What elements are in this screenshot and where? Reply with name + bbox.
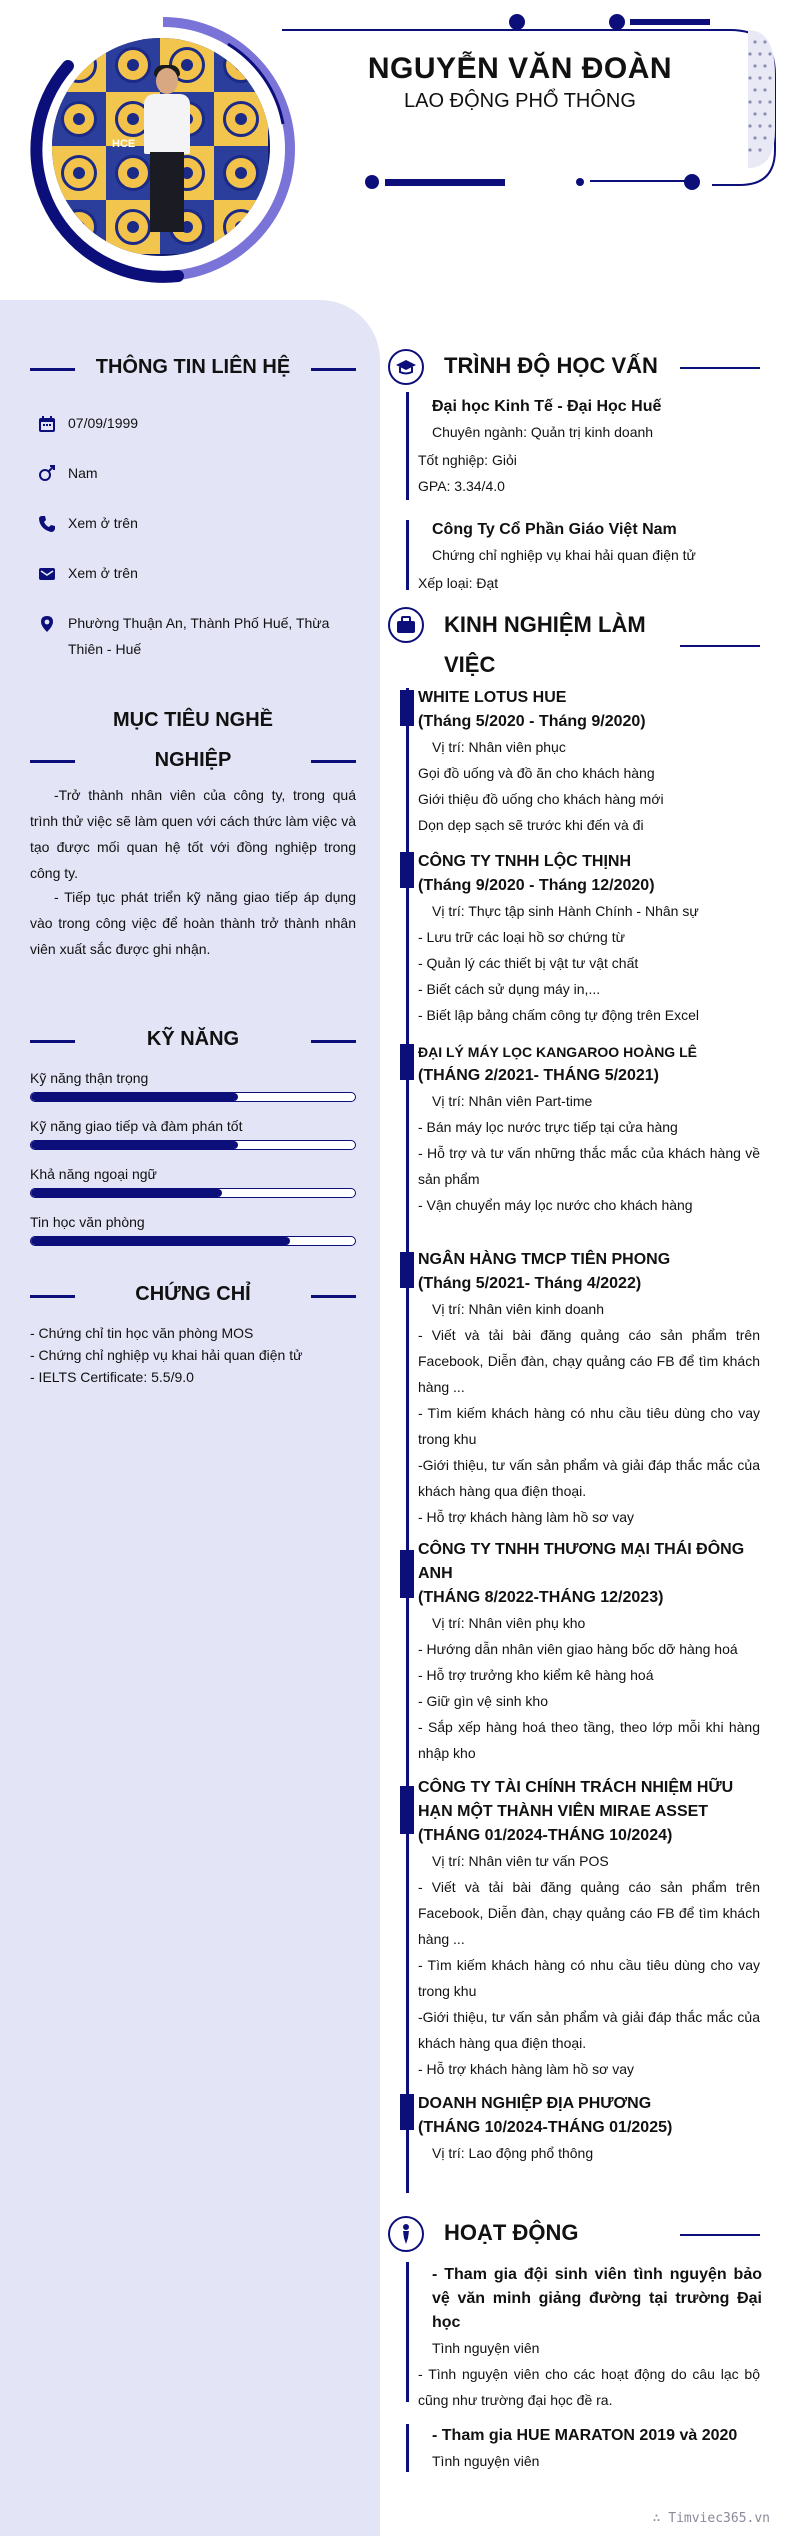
skills-section-title: KỸ NĂNG (30, 1028, 356, 1051)
resume-header (0, 0, 800, 300)
email-icon (38, 565, 56, 583)
contact-email: Xem ở trên (38, 560, 358, 586)
experience-item: CÔNG TY TÀI CHÍNH TRÁCH NHIỆM HỮU HẠN MỘT THÀNH VIÊN MIRAE ASSET (THÁNG 01/2024-THÁNG 10/2024) Vị trí: Nhân viên tư vấn POS - Viết và tải bài đăng quảng cáo sản phẩm trên Facebook, Diễn đàn, chạy quảng cáo FB để tìm khách hàng ... - Tìm kiếm khách hàng có nhu cầu tiêu dùng cho vay trong khu -Giới thiệu, tư vấn sản phẩm và giải đáp thắc mắc của khách hàng qua điện thoại. - Hỗ trợ khách hàng làm hồ sơ vay (418, 1779, 760, 2077)
graduation-cap-icon (390, 351, 422, 383)
activities-title: HOẠT ĐỘNG (444, 2220, 579, 2245)
activities-section-header (388, 2214, 768, 2254)
certificate-item: - IELTS Certificate: 5.5/9.0 (30, 1369, 194, 1385)
avatar (28, 14, 298, 284)
skill-item: Tin học văn phòng (30, 1214, 356, 1246)
watermark: ∴ Timviec365.vn (652, 2511, 770, 2526)
skill-bar (30, 1140, 356, 1150)
timeline-line (406, 392, 409, 500)
objective-paragraph-1: -Trở thành nhân viên của công ty, trong quá trình thử việc sẽ làm quen với cách thức làm việc và tạo được mối quan hệ tốt với đồng nghiệp trong công ty. (30, 787, 356, 881)
education-extra: Tốt nghiệp: Giỏi GPA: 3.34/4.0 (418, 452, 517, 494)
skill-item: Kỹ năng giao tiếp và đàm phán tốt (30, 1118, 356, 1150)
phone-icon (38, 515, 56, 533)
person-figure (144, 68, 190, 233)
job-title: LAO ĐỘNG PHỔ THÔNG (404, 90, 636, 112)
activity-item: - Tham gia HUE MARATON 2019 và 2020 Tình nguyện viên (432, 2427, 738, 2469)
person-icon (390, 2218, 422, 2250)
certificate-item: - Chứng chỉ tin học văn phòng MOS (30, 1325, 254, 1341)
objective-section-title: MỤC TIÊU NGHỀ NGHIỆP (30, 700, 356, 780)
contact-section-title: THÔNG TIN LIÊN HỆ (30, 356, 356, 379)
certificate-list (30, 1322, 356, 1388)
skill-bar (30, 1236, 356, 1246)
briefcase-icon (390, 609, 422, 641)
gender-icon (38, 465, 56, 483)
education-section-header (388, 347, 768, 387)
timeline-marker (400, 1786, 414, 1834)
certificate-item: - Chứng chỉ nghiệp vụ khai hải quan điện tử (30, 1347, 303, 1363)
contact-address: Phường Thuận An, Thành Phố Huế, Thừa Thiên - Huế (38, 610, 358, 662)
photo-badge-text: HCE (112, 138, 136, 150)
timeline-line (406, 688, 409, 2193)
calendar-icon (38, 415, 56, 433)
experience-section-header (388, 605, 768, 675)
contact-birthdate: 07/09/1999 (38, 410, 358, 436)
skill-bar (30, 1188, 356, 1198)
experience-item: CÔNG TY TNHH LỘC THỊNH (Tháng 9/2020 - Tháng 12/2020) Vị trí: Thực tập sinh Hành Chính - Nhân sự - Lưu trữ các loại hồ sơ chứng từ - Quản lý các thiết bị vật tư vật chất - Biết cách sử dụng máy in,... - Biết lập bảng chấm công tự động trên Excel (418, 853, 699, 1023)
education-item: Công Ty Cổ Phần Giáo Việt Nam Chứng chỉ nghiệp vụ khai hải quan điện tử (432, 521, 696, 563)
name-block (330, 52, 710, 113)
profile-photo (52, 38, 270, 256)
experience-item: ĐẠI LÝ MÁY LỌC KANGAROO HOÀNG LÊ (THÁNG 2/2021- THÁNG 5/2021) Vị trí: Nhân viên Part-time - Bán máy lọc nước trực tiếp tại cửa hàng - Hỗ trợ và tư vấn những thắc mắc của khách hàng về sản phẩm - Vận chuyển máy lọc nước cho khách hàng (418, 1044, 760, 1213)
education-extra: Xếp loại: Đạt (418, 575, 499, 591)
location-pin-icon (38, 615, 56, 633)
timeline-line (406, 2424, 409, 2472)
experience-item: DOANH NGHIỆP ĐỊA PHƯƠNG (THÁNG 10/2024-THÁNG 01/2025) Vị trí: Lao động phổ thông (418, 2095, 673, 2161)
skill-item: Kỹ năng thận trọng (30, 1070, 356, 1102)
timeline-marker (400, 852, 414, 888)
certificates-section-title: CHỨNG CHỈ (30, 1283, 356, 1306)
education-item: Đại học Kinh Tế - Đại Học Huế Chuyên ngành: Quản trị kinh doanh (432, 398, 662, 440)
experience-item: WHITE LOTUS HUE (Tháng 5/2020 - Tháng 9/2020) Vị trí: Nhân viên phục Gọi đồ uống và đồ ăn cho khách hàng Giới thiệu đồ uống cho khách hàng mới Dọn dẹp sạch sẽ trước khi đến và đi (418, 689, 664, 833)
experience-item: NGÂN HÀNG TMCP TIÊN PHONG (Tháng 5/2021- Tháng 4/2022) Vị trí: Nhân viên kinh doanh - Viết và tải bài đăng quảng cáo sản phẩm trên Facebook, Diễn đàn, chạy quảng cáo FB để tìm khách hàng ... - Tìm kiếm khách hàng có nhu cầu tiêu dùng cho vay trong khu -Giới thiệu, tư vấn sản phẩm và giải đáp thắc mắc của khách hàng qua điện thoại. - Hỗ trợ khách hàng làm hồ sơ vay (418, 1251, 760, 1525)
experience-item: CÔNG TY TNHH THƯƠNG MẠI THÁI ĐÔNG ANH (THÁNG 8/2022-THÁNG 12/2023) Vị trí: Nhân viên phụ kho - Hướng dẫn nhân viên giao hàng bốc dỡ hàng hoá - Hỗ trợ trưởng kho kiểm kê hàng hoá - Giữ gìn vệ sinh kho - Sắp xếp hàng hoá theo tầng, theo lớp mỗi khi hàng nhập kho (418, 1541, 760, 1761)
timeline-line (406, 2262, 409, 2402)
timeline-line (406, 520, 409, 590)
contact-gender: Nam (38, 460, 358, 486)
timeline-marker (400, 2094, 414, 2130)
contact-phone: Xem ở trên (38, 510, 358, 536)
skill-bar (30, 1092, 356, 1102)
timeline-marker (400, 1252, 414, 1288)
timeline-marker (400, 1550, 414, 1598)
activity-description: - Tình nguyện viên cho các hoạt động do câu lạc bộ cũng như trường đại học đề ra. (418, 2366, 760, 2408)
objective-paragraph-2: - Tiếp tục phát triển kỹ năng giao tiếp áp dụng vào trong công việc để hoàn thành trở thành nhân viên xuất sắc được ghi nhận. (30, 889, 356, 957)
experience-title: KINH NGHIỆM LÀM VIỆC (444, 612, 646, 677)
education-title: TRÌNH ĐỘ HỌC VẤN (444, 353, 658, 378)
skill-item: Khả năng ngoại ngữ (30, 1166, 356, 1198)
activity-item: - Tham gia đội sinh viên tình nguyện bảo vệ văn minh giảng đường tại trường Đại học Tình nguyện viên (432, 2266, 762, 2356)
timeline-marker (400, 1044, 414, 1080)
full-name: NGUYỄN VĂN ĐOÀN (367, 52, 673, 85)
timeline-marker (400, 690, 414, 726)
